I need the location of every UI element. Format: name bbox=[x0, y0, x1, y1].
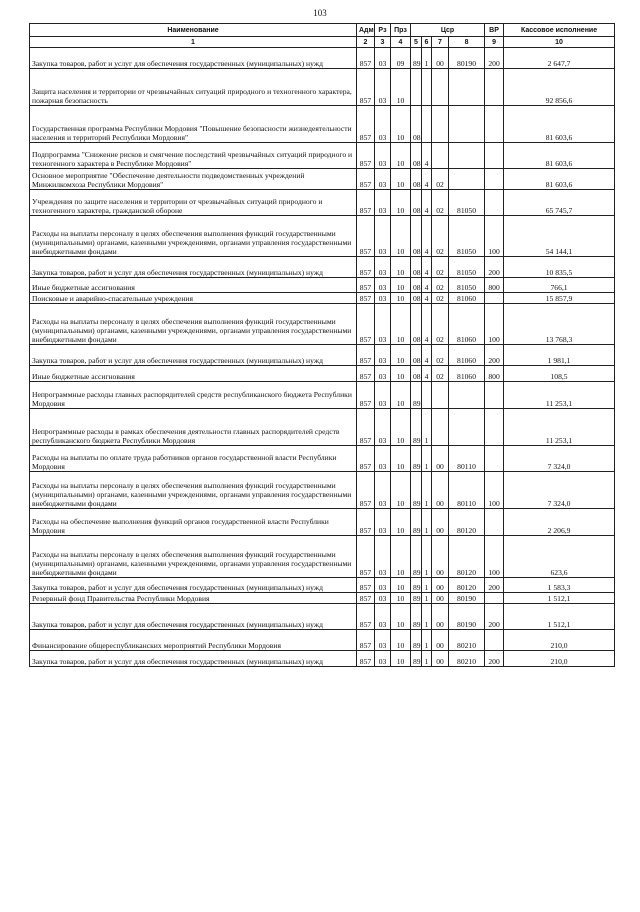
table-body bbox=[30, 48, 615, 667]
row-vr bbox=[485, 190, 504, 216]
row-rz: 03 bbox=[375, 48, 391, 69]
row-csr-program: 08 bbox=[411, 106, 422, 143]
row-vr: 800 bbox=[485, 278, 504, 293]
row-amount: 1 512,1 bbox=[504, 593, 615, 604]
row-csr-event: 02 bbox=[432, 304, 449, 345]
row-csr-event bbox=[432, 382, 449, 409]
row-vr: 800 bbox=[485, 366, 504, 382]
row-vr bbox=[485, 509, 504, 536]
row-rz: 03 bbox=[375, 382, 391, 409]
row-csr-direction: 81060 bbox=[449, 345, 485, 366]
row-csr-program: 89 bbox=[411, 446, 422, 472]
table-row bbox=[30, 446, 615, 472]
row-csr-direction: 80210 bbox=[449, 630, 485, 651]
row-vr bbox=[485, 409, 504, 446]
row-prz: 10 bbox=[391, 216, 411, 257]
table-row bbox=[30, 278, 615, 293]
row-csr-direction: 81050 bbox=[449, 278, 485, 293]
row-vr bbox=[485, 169, 504, 190]
row-adm: 857 bbox=[357, 630, 375, 651]
row-prz: 10 bbox=[391, 382, 411, 409]
row-name: Расходы на выплаты персоналу в целях обеспечения выполнения функций государственными (муниципальными) органами, казенными учреждениями, органами управления государственными внебюджетными фондами bbox=[30, 304, 357, 345]
row-adm: 857 bbox=[357, 257, 375, 278]
column-number: 7 bbox=[432, 37, 449, 48]
row-csr-program: 89 bbox=[411, 382, 422, 409]
row-prz: 10 bbox=[391, 293, 411, 304]
row-vr: 100 bbox=[485, 216, 504, 257]
header-row bbox=[30, 24, 615, 37]
table-row bbox=[30, 409, 615, 446]
row-prz: 10 bbox=[391, 304, 411, 345]
row-vr bbox=[485, 630, 504, 651]
row-name: Закупка товаров, работ и услуг для обеспечения государственных (муниципальных) нужд bbox=[30, 48, 357, 69]
row-rz: 03 bbox=[375, 472, 391, 509]
row-csr-event: 00 bbox=[432, 578, 449, 593]
row-amount: 1 583,3 bbox=[504, 578, 615, 593]
row-csr-subprogram: 1 bbox=[422, 651, 432, 667]
row-name: Закупка товаров, работ и услуг для обеспечения государственных (муниципальных) нужд bbox=[30, 604, 357, 630]
row-csr-event: 02 bbox=[432, 345, 449, 366]
row-amount: 10 835,5 bbox=[504, 257, 615, 278]
header-rz: Рз bbox=[375, 24, 391, 37]
row-prz: 10 bbox=[391, 106, 411, 143]
table-row bbox=[30, 578, 615, 593]
table-row bbox=[30, 509, 615, 536]
column-number-row bbox=[30, 37, 615, 48]
row-amount: 7 324,0 bbox=[504, 472, 615, 509]
row-csr-direction: 80190 bbox=[449, 48, 485, 69]
row-vr bbox=[485, 143, 504, 169]
row-adm: 857 bbox=[357, 578, 375, 593]
row-csr-event: 02 bbox=[432, 216, 449, 257]
row-adm: 857 bbox=[357, 593, 375, 604]
row-csr-event: 00 bbox=[432, 472, 449, 509]
row-vr: 200 bbox=[485, 345, 504, 366]
table-row bbox=[30, 604, 615, 630]
row-prz: 10 bbox=[391, 345, 411, 366]
row-name: Закупка товаров, работ и услуг для обеспечения государственных (муниципальных) нужд bbox=[30, 345, 357, 366]
row-prz: 09 bbox=[391, 48, 411, 69]
row-csr-subprogram: 1 bbox=[422, 48, 432, 69]
row-csr-program: 89 bbox=[411, 578, 422, 593]
page-number: 103 bbox=[313, 8, 327, 18]
row-adm: 857 bbox=[357, 446, 375, 472]
row-csr-direction bbox=[449, 382, 485, 409]
row-amount: 13 768,3 bbox=[504, 304, 615, 345]
row-rz: 03 bbox=[375, 169, 391, 190]
row-rz: 03 bbox=[375, 604, 391, 630]
row-vr: 200 bbox=[485, 48, 504, 69]
row-vr bbox=[485, 593, 504, 604]
table-row bbox=[30, 106, 615, 143]
row-rz: 03 bbox=[375, 106, 391, 143]
row-csr-direction: 80120 bbox=[449, 536, 485, 578]
row-prz: 10 bbox=[391, 509, 411, 536]
row-csr-program: 08 bbox=[411, 345, 422, 366]
table-row bbox=[30, 216, 615, 257]
row-amount: 2 206,9 bbox=[504, 509, 615, 536]
row-vr: 200 bbox=[485, 578, 504, 593]
row-csr-subprogram bbox=[422, 382, 432, 409]
row-adm: 857 bbox=[357, 509, 375, 536]
table-row bbox=[30, 143, 615, 169]
row-csr-program: 89 bbox=[411, 604, 422, 630]
row-csr-program: 08 bbox=[411, 278, 422, 293]
row-csr-event: 00 bbox=[432, 651, 449, 667]
row-rz: 03 bbox=[375, 578, 391, 593]
column-number: 4 bbox=[391, 37, 411, 48]
row-rz: 03 bbox=[375, 69, 391, 106]
row-name: Расходы на обеспечение выполнения функций органов государственной власти Республики Мордовия bbox=[30, 509, 357, 536]
row-name: Защита населения и территории от чрезвычайных ситуаций природного и техногенного характера, пожарная безопасность bbox=[30, 69, 357, 106]
row-rz: 03 bbox=[375, 446, 391, 472]
row-csr-direction bbox=[449, 69, 485, 106]
row-csr-subprogram: 1 bbox=[422, 593, 432, 604]
table-row bbox=[30, 169, 615, 190]
header-prz: Прз bbox=[391, 24, 411, 37]
row-rz: 03 bbox=[375, 216, 391, 257]
row-adm: 857 bbox=[357, 409, 375, 446]
row-csr-event: 00 bbox=[432, 536, 449, 578]
row-rz: 03 bbox=[375, 536, 391, 578]
row-csr-event: 02 bbox=[432, 278, 449, 293]
row-name: Непрограммные расходы в рамках обеспечения деятельности главных распорядителей средств республиканского бюджета Республики Мордовия bbox=[30, 409, 357, 446]
row-csr-direction: 80120 bbox=[449, 509, 485, 536]
row-csr-subprogram bbox=[422, 106, 432, 143]
row-csr-event bbox=[432, 409, 449, 446]
row-csr-subprogram: 1 bbox=[422, 446, 432, 472]
row-name: Расходы на выплаты персоналу в целях обеспечения выполнения функций государственными (муниципальными) органами, казенными учреждениями, органами управления государственными внебюджетными фондами bbox=[30, 216, 357, 257]
row-csr-direction: 80110 bbox=[449, 472, 485, 509]
table-row bbox=[30, 593, 615, 604]
row-csr-subprogram: 4 bbox=[422, 345, 432, 366]
table-row bbox=[30, 630, 615, 651]
row-csr-program: 89 bbox=[411, 536, 422, 578]
row-prz: 10 bbox=[391, 366, 411, 382]
row-adm: 857 bbox=[357, 106, 375, 143]
row-vr bbox=[485, 69, 504, 106]
row-amount: 7 324,0 bbox=[504, 446, 615, 472]
row-adm: 857 bbox=[357, 472, 375, 509]
row-adm: 857 bbox=[357, 536, 375, 578]
row-amount: 108,5 bbox=[504, 366, 615, 382]
row-prz: 10 bbox=[391, 190, 411, 216]
table-row bbox=[30, 257, 615, 278]
row-name: Подпрограмма "Снижение рисков и смягчение последствий чрезвычайных ситуаций природного и техногенного характера в Республике Мордовия" bbox=[30, 143, 357, 169]
row-name: Непрограммные расходы главных распорядителей средств республиканского бюджета Республики Мордовия bbox=[30, 382, 357, 409]
row-rz: 03 bbox=[375, 143, 391, 169]
row-csr-subprogram: 1 bbox=[422, 509, 432, 536]
table-row bbox=[30, 472, 615, 509]
row-name: Закупка товаров, работ и услуг для обеспечения государственных (муниципальных) нужд bbox=[30, 257, 357, 278]
row-csr-event bbox=[432, 69, 449, 106]
column-number: 6 bbox=[422, 37, 432, 48]
row-csr-direction: 81060 bbox=[449, 304, 485, 345]
row-adm: 857 bbox=[357, 366, 375, 382]
row-csr-subprogram: 1 bbox=[422, 472, 432, 509]
row-csr-event: 02 bbox=[432, 366, 449, 382]
row-csr-program: 08 bbox=[411, 169, 422, 190]
row-csr-direction: 81060 bbox=[449, 293, 485, 304]
row-csr-direction: 81050 bbox=[449, 216, 485, 257]
row-name: Учреждения по защите населения и территории от чрезвычайных ситуаций природного и техногенного характера, гражданской обороне bbox=[30, 190, 357, 216]
row-amount: 54 144,1 bbox=[504, 216, 615, 257]
row-csr-event: 00 bbox=[432, 604, 449, 630]
row-adm: 857 bbox=[357, 190, 375, 216]
row-vr bbox=[485, 106, 504, 143]
row-csr-program: 89 bbox=[411, 651, 422, 667]
row-amount: 210,0 bbox=[504, 630, 615, 651]
row-adm: 857 bbox=[357, 48, 375, 69]
row-csr-direction: 80210 bbox=[449, 651, 485, 667]
row-name: Расходы на выплаты по оплате труда работников органов государственной власти Республики Мордовия bbox=[30, 446, 357, 472]
row-csr-event bbox=[432, 143, 449, 169]
row-name: Резервный фонд Правительства Республики Мордовия bbox=[30, 593, 357, 604]
table-row bbox=[30, 382, 615, 409]
row-adm: 857 bbox=[357, 216, 375, 257]
row-rz: 03 bbox=[375, 304, 391, 345]
row-csr-direction: 81060 bbox=[449, 366, 485, 382]
row-name: Закупка товаров, работ и услуг для обеспечения государственных (муниципальных) нужд bbox=[30, 651, 357, 667]
row-rz: 03 bbox=[375, 366, 391, 382]
row-adm: 857 bbox=[357, 278, 375, 293]
row-amount: 81 603,6 bbox=[504, 106, 615, 143]
row-csr-direction: 80190 bbox=[449, 593, 485, 604]
row-csr-direction bbox=[449, 169, 485, 190]
row-csr-subprogram: 1 bbox=[422, 409, 432, 446]
column-number: 8 bbox=[449, 37, 485, 48]
row-csr-subprogram: 4 bbox=[422, 304, 432, 345]
table-row bbox=[30, 366, 615, 382]
row-adm: 857 bbox=[357, 651, 375, 667]
row-amount: 623,6 bbox=[504, 536, 615, 578]
row-prz: 10 bbox=[391, 257, 411, 278]
row-csr-direction bbox=[449, 106, 485, 143]
row-amount: 92 856,6 bbox=[504, 69, 615, 106]
row-name: Основное мероприятие "Обеспечение деятельности подведомственных учреждений Минжилкомхоза Республики Мордовия" bbox=[30, 169, 357, 190]
row-vr: 100 bbox=[485, 472, 504, 509]
row-prz: 10 bbox=[391, 169, 411, 190]
row-adm: 857 bbox=[357, 293, 375, 304]
row-rz: 03 bbox=[375, 293, 391, 304]
row-csr-event: 00 bbox=[432, 509, 449, 536]
row-amount: 1 981,1 bbox=[504, 345, 615, 366]
header-cash-execution: Кассовое исполнение bbox=[504, 24, 615, 37]
row-prz: 10 bbox=[391, 278, 411, 293]
row-name: Финансирование общереспубликанских мероприятий Республики Мордовия bbox=[30, 630, 357, 651]
column-number: 3 bbox=[375, 37, 391, 48]
budget-execution-table bbox=[29, 23, 615, 667]
row-amount: 210,0 bbox=[504, 651, 615, 667]
row-rz: 03 bbox=[375, 593, 391, 604]
row-vr: 100 bbox=[485, 536, 504, 578]
row-csr-subprogram: 4 bbox=[422, 278, 432, 293]
row-csr-program: 89 bbox=[411, 48, 422, 69]
row-adm: 857 bbox=[357, 143, 375, 169]
table-row bbox=[30, 69, 615, 106]
row-csr-program: 89 bbox=[411, 593, 422, 604]
row-csr-program: 08 bbox=[411, 304, 422, 345]
row-csr-event: 02 bbox=[432, 293, 449, 304]
table-row bbox=[30, 48, 615, 69]
row-csr-direction: 80190 bbox=[449, 604, 485, 630]
column-number: 2 bbox=[357, 37, 375, 48]
row-vr bbox=[485, 382, 504, 409]
row-prz: 10 bbox=[391, 630, 411, 651]
row-csr-direction: 80120 bbox=[449, 578, 485, 593]
row-csr-subprogram: 1 bbox=[422, 578, 432, 593]
row-csr-event bbox=[432, 106, 449, 143]
row-csr-program bbox=[411, 69, 422, 106]
row-rz: 03 bbox=[375, 278, 391, 293]
table-row bbox=[30, 190, 615, 216]
row-csr-direction: 81050 bbox=[449, 257, 485, 278]
row-vr bbox=[485, 446, 504, 472]
row-prz: 10 bbox=[391, 604, 411, 630]
column-number: 5 bbox=[411, 37, 422, 48]
row-vr: 200 bbox=[485, 651, 504, 667]
row-rz: 03 bbox=[375, 630, 391, 651]
row-csr-subprogram: 4 bbox=[422, 143, 432, 169]
row-vr bbox=[485, 293, 504, 304]
row-prz: 10 bbox=[391, 593, 411, 604]
row-csr-event: 02 bbox=[432, 190, 449, 216]
header-vr: ВР bbox=[485, 24, 504, 37]
row-csr-program: 08 bbox=[411, 366, 422, 382]
row-prz: 10 bbox=[391, 472, 411, 509]
row-adm: 857 bbox=[357, 169, 375, 190]
row-vr: 100 bbox=[485, 304, 504, 345]
row-csr-subprogram: 1 bbox=[422, 630, 432, 651]
row-rz: 03 bbox=[375, 509, 391, 536]
row-csr-program: 08 bbox=[411, 143, 422, 169]
row-csr-program: 08 bbox=[411, 190, 422, 216]
row-rz: 03 bbox=[375, 345, 391, 366]
row-prz: 10 bbox=[391, 69, 411, 106]
header-name: Наименование bbox=[30, 24, 357, 37]
table-row bbox=[30, 536, 615, 578]
row-name: Закупка товаров, работ и услуг для обеспечения государственных (муниципальных) нужд bbox=[30, 578, 357, 593]
column-number: 10 bbox=[504, 37, 615, 48]
row-rz: 03 bbox=[375, 651, 391, 667]
row-csr-subprogram: 4 bbox=[422, 257, 432, 278]
table-row bbox=[30, 304, 615, 345]
row-csr-program: 89 bbox=[411, 472, 422, 509]
row-amount: 11 253,1 bbox=[504, 382, 615, 409]
row-adm: 857 bbox=[357, 345, 375, 366]
row-prz: 10 bbox=[391, 578, 411, 593]
row-adm: 857 bbox=[357, 382, 375, 409]
column-number: 1 bbox=[30, 37, 357, 48]
row-csr-subprogram: 4 bbox=[422, 293, 432, 304]
row-adm: 857 bbox=[357, 604, 375, 630]
row-amount: 65 745,7 bbox=[504, 190, 615, 216]
row-csr-program: 89 bbox=[411, 630, 422, 651]
row-csr-subprogram: 1 bbox=[422, 604, 432, 630]
row-prz: 10 bbox=[391, 446, 411, 472]
header-csr: Цср bbox=[411, 24, 485, 37]
row-csr-event: 00 bbox=[432, 48, 449, 69]
row-prz: 10 bbox=[391, 409, 411, 446]
row-csr-direction: 80110 bbox=[449, 446, 485, 472]
table-row bbox=[30, 293, 615, 304]
row-vr: 200 bbox=[485, 257, 504, 278]
row-csr-subprogram: 1 bbox=[422, 536, 432, 578]
row-csr-program: 08 bbox=[411, 216, 422, 257]
row-amount: 1 512,1 bbox=[504, 604, 615, 630]
row-name: Расходы на выплаты персоналу в целях обеспечения выполнения функций государственными (муниципальными) органами, казенными учреждениями, органами управления государственными внебюджетными фондами bbox=[30, 472, 357, 509]
row-rz: 03 bbox=[375, 409, 391, 446]
row-csr-direction: 81050 bbox=[449, 190, 485, 216]
row-adm: 857 bbox=[357, 69, 375, 106]
row-csr-subprogram: 4 bbox=[422, 216, 432, 257]
row-name: Государственная программа Республики Мордовия "Повышение безопасности жизнедеятельности населения и территорий Республики Мордовия" bbox=[30, 106, 357, 143]
row-rz: 03 bbox=[375, 190, 391, 216]
header-adm: Адм bbox=[357, 24, 375, 37]
row-name: Иные бюджетные ассигнования bbox=[30, 366, 357, 382]
row-csr-event: 02 bbox=[432, 257, 449, 278]
row-csr-direction bbox=[449, 409, 485, 446]
column-number: 9 bbox=[485, 37, 504, 48]
table-row bbox=[30, 345, 615, 366]
row-csr-subprogram: 4 bbox=[422, 366, 432, 382]
row-amount: 2 647,7 bbox=[504, 48, 615, 69]
table-row bbox=[30, 651, 615, 667]
row-prz: 10 bbox=[391, 143, 411, 169]
row-adm: 857 bbox=[357, 304, 375, 345]
row-csr-event: 00 bbox=[432, 630, 449, 651]
row-vr: 200 bbox=[485, 604, 504, 630]
row-csr-program: 89 bbox=[411, 409, 422, 446]
row-csr-event: 00 bbox=[432, 593, 449, 604]
row-amount: 766,1 bbox=[504, 278, 615, 293]
row-csr-program: 08 bbox=[411, 293, 422, 304]
row-amount: 81 603,6 bbox=[504, 143, 615, 169]
row-name: Расходы на выплаты персоналу в целях обеспечения выполнения функций государственными (муниципальными) органами, казенными учреждениями, органами управления государственными внебюджетными фондами bbox=[30, 536, 357, 578]
row-rz: 03 bbox=[375, 257, 391, 278]
row-name: Иные бюджетные ассигнования bbox=[30, 278, 357, 293]
row-csr-program: 08 bbox=[411, 257, 422, 278]
row-prz: 10 bbox=[391, 536, 411, 578]
row-amount: 81 603,6 bbox=[504, 169, 615, 190]
row-csr-direction bbox=[449, 143, 485, 169]
row-amount: 11 253,1 bbox=[504, 409, 615, 446]
row-csr-event: 02 bbox=[432, 169, 449, 190]
row-csr-subprogram: 4 bbox=[422, 169, 432, 190]
row-prz: 10 bbox=[391, 651, 411, 667]
row-csr-program: 89 bbox=[411, 509, 422, 536]
row-csr-event: 00 bbox=[432, 446, 449, 472]
row-name: Поисковые и аварийно-спасательные учреждения bbox=[30, 293, 357, 304]
row-amount: 15 857,9 bbox=[504, 293, 615, 304]
row-csr-subprogram bbox=[422, 69, 432, 106]
row-csr-subprogram: 4 bbox=[422, 190, 432, 216]
